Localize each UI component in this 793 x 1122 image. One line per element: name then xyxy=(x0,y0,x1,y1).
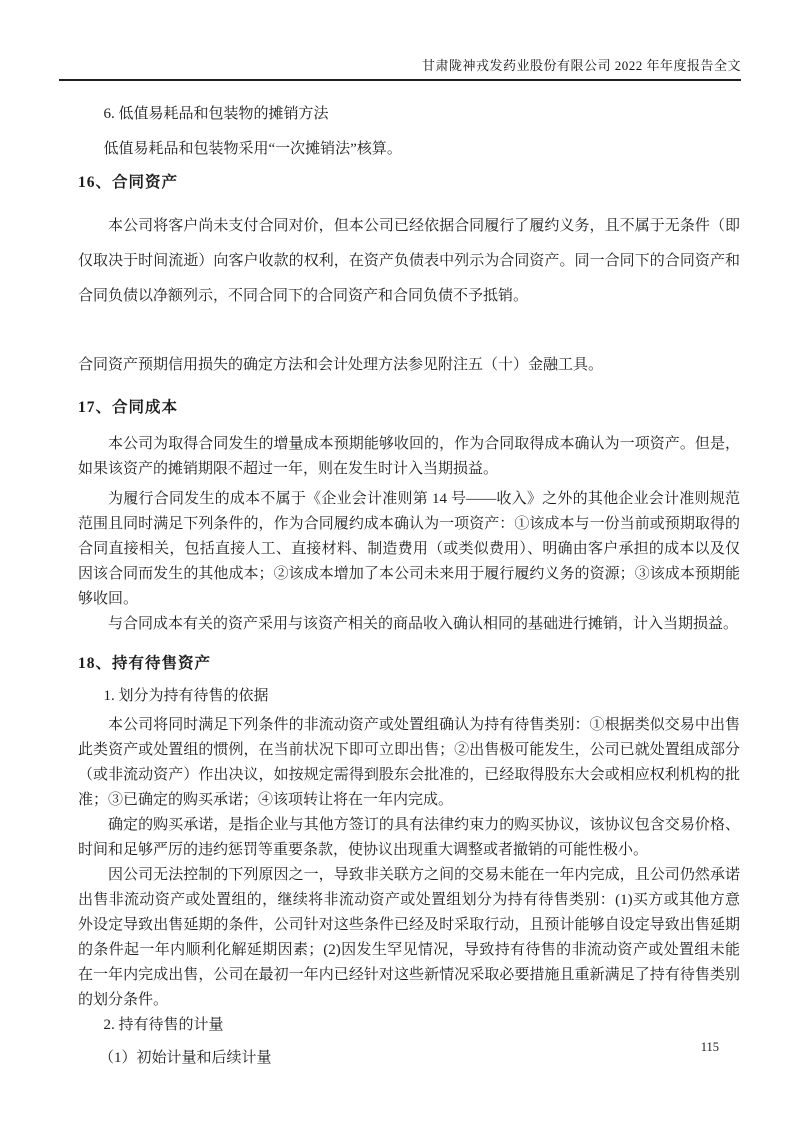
section-16-heading: 16、合同资产 xyxy=(78,174,179,191)
section-17-paragraph-3: 与合同成本有关的资产采用与该资产相关的商品收入确认相同的基础进行摊销，计入当期损益。 xyxy=(108,616,739,632)
report-header-title: 甘肃陇神戎发药业股份有限公司 2022 年年度报告全文 xyxy=(421,58,741,73)
section-18-heading: 18、持有待售资产 xyxy=(78,655,212,672)
section-18-subitem-1: 1. 划分为持有待售的依据 xyxy=(103,688,269,704)
document-body xyxy=(78,76,740,1071)
item-6-title: 6. 低值易耗品和包装物的摊销方法 xyxy=(103,106,329,122)
page-number: 115 xyxy=(700,1040,719,1054)
section-18-subitem-2: 2. 持有待售的计量 xyxy=(103,1017,224,1033)
section-17-paragraph-2: 为履行合同发生的成本不属于《企业会计准则第 14 号——收入》之外的其他企业会计准则规范范围且同时满足下列条件的，作为合同履约成本确认为一项资产：①该成本与一份当前或预期取得的合同直接相关，包括直接人工、直接材料、制造费用（或类似费用）、明确由客户承担的成本以及仅因该合同而发生的其他成本；②该成本增加了本公司未来用于履行履约义务的资源；③该成本预期能够收回。 xyxy=(78,491,740,607)
section-18-paragraph-2: 确定的购买承诺，是指企业与其他方签订的具有法律约束力的购买协议，该协议包含交易价格、时间和足够严厉的违约惩罚等重要条款，使协议出现重大调整或者撤销的可能性极小。 xyxy=(78,817,740,858)
section-18-subitem-3: （1）初始计量和后续计量 xyxy=(99,1050,272,1066)
section-16-paragraph-1: 本公司将客户尚未支付合同对价，但本公司已经依据合同履行了履约义务，且不属于无条件（即仅取决于时间流逝）向客户收款的权利，在资产负债表中列示为合同资产。同一合同下的合同资产和合同负债以净额列示，不同合同下的合同资产和合同负债不予抵销。 xyxy=(78,218,740,304)
section-18-paragraph-1: 本公司将同时满足下列条件的非流动资产或处置组确认为持有待售类别：①根据类似交易中出售此类资产或处置组的惯例，在当前状况下即可立即出售；②出售极可能发生，公司已就处置组成部分（或非流动资产）作出决议，如按规定需得到股东会批准的，已经取得股东大会或相应权利机构的批准；③已确定的购买承诺；④该项转让将在一年内完成。 xyxy=(78,717,740,808)
section-17-heading: 17、合同成本 xyxy=(78,399,179,416)
section-17-paragraph-1: 本公司为取得合同发生的增量成本预期能够收回的，作为合同取得成本确认为一项资产。但是，如果该资产的摊销期限不超过一年，则在发生时计入当期损益。 xyxy=(78,436,740,477)
section-16-paragraph-2: 合同资产预期信用损失的确定方法和会计处理方法参见附注五（十）金融工具。 xyxy=(78,357,604,373)
item-6-body: 低值易耗品和包装物采用“一次摊销法”核算。 xyxy=(103,141,402,157)
page-header xyxy=(59,0,741,81)
section-18-paragraph-3: 因公司无法控制的下列原因之一，导致非关联方之间的交易未能在一年内完成，且公司仍然承诺出售非流动资产或处置组的，继续将非流动资产或处置组划分为持有待售类别：(1)买方或其他方意外设定导致出售延期的条件，公司针对这些条件已经及时采取行动，且预计能够自设定导致出售延期的条件起一年内顺利化解延期因素；(2)因发生罕见情况，导致持有待售的非流动资产或处置组未能在一年内完成出售，公司在最初一年内已经针对这些新情况采取必要措施且重新满足了持有待售类别的划分条件。 xyxy=(78,867,740,1008)
